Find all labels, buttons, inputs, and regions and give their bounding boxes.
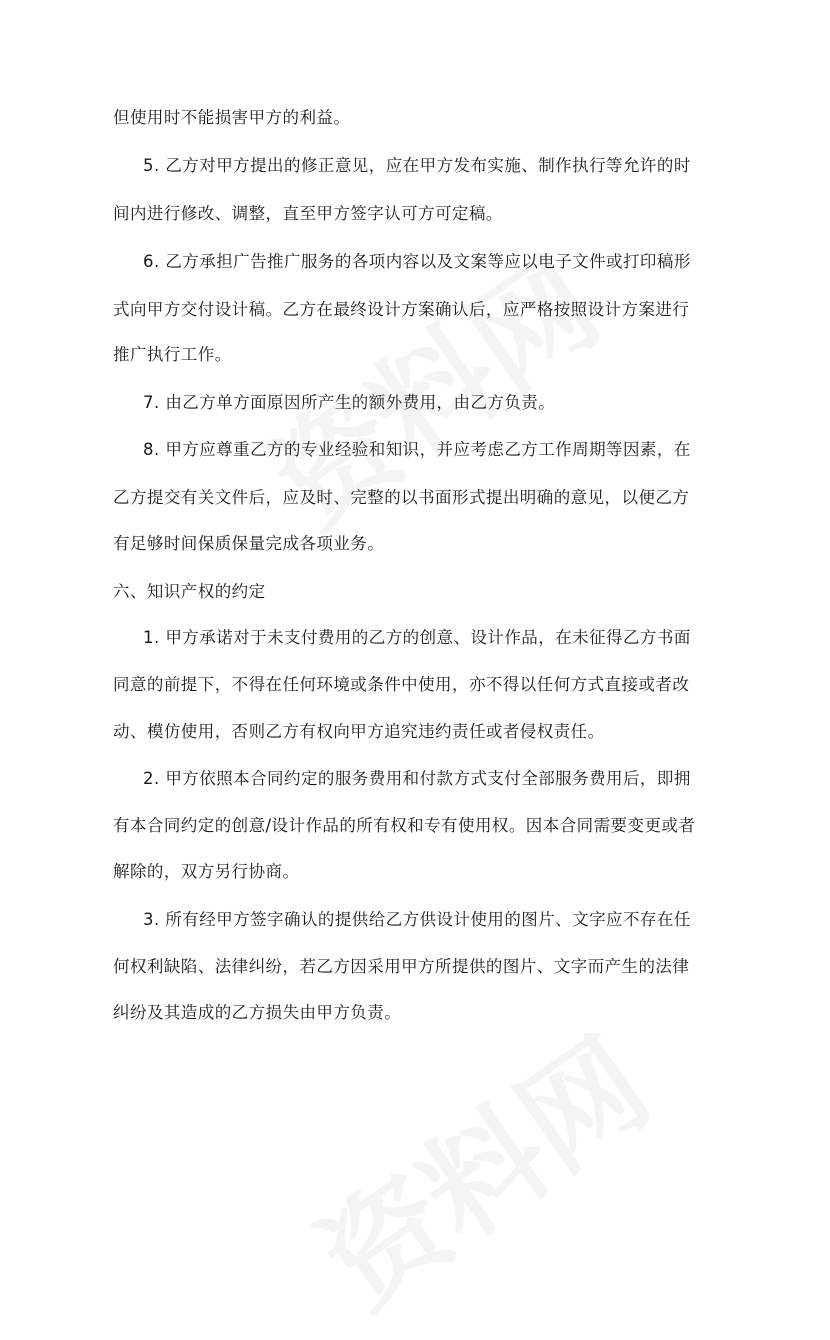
text-line: 同意的前提下，不得在任何环境或条件中使用，亦不得以任何方式直接或者改 [113, 675, 690, 694]
text-line: 2. 甲方依照本合同约定的服务费用和付款方式支付全部服务费用后，即拥 [143, 769, 691, 788]
text-line: 间内进行修改、调整，直至甲方签字认可方可定稿。 [113, 204, 503, 223]
text-line: 乙方提交有关文件后，应及时、完整的以书面形式提出明确的意见，以便乙方 [113, 488, 690, 507]
text-line: 5. 乙方对甲方提出的修正意见，应在甲方发布实施、制作执行等允许的时 [143, 156, 691, 175]
text-line: 8. 甲方应尊重乙方的专业经验和知识，并应考虑乙方工作周期等因素，在 [143, 440, 691, 459]
text-line: 3. 所有经甲方签字确认的提供给乙方供设计使用的图片、文字应不存在任 [143, 910, 691, 929]
text-line: 但使用时不能损害甲方的利益。 [113, 108, 351, 127]
section-heading: 六、知识产权的约定 [113, 582, 266, 601]
text-line: 6. 乙方承担广告推广服务的各项内容以及文案等应以电子文件或打印稿形 [143, 252, 691, 271]
text-line: 式向甲方交付设计稿。乙方在最终设计方案确认后，应严格按照设计方案进行 [113, 300, 690, 319]
text-line: 推广执行工作。 [113, 345, 232, 364]
text-line: 何权利缺陷、法律纠纷，若乙方因采用甲方所提供的图片、文字而产生的法律 [113, 957, 690, 976]
text-line: 有本合同约定的创意/设计作品的所有权和专有使用权。因本合同需要变更或者 [113, 816, 696, 835]
text-line: 动、模仿使用，否则乙方有权向甲方追究违约责任或者侵权责任。 [113, 722, 605, 741]
text-line: 1. 甲方承诺对于未支付费用的乙方的创意、设计作品，在未征得乙方书面 [143, 628, 691, 647]
text-line: 有足够时间保质保量完成各项业务。 [113, 534, 385, 553]
text-line: 纠纷及其造成的乙方损失由甲方负责。 [113, 1003, 402, 1022]
text-line: 7. 由乙方单方面原因所产生的额外费用，由乙方负责。 [143, 393, 556, 412]
text-line: 解除的，双方另行协商。 [113, 862, 300, 881]
